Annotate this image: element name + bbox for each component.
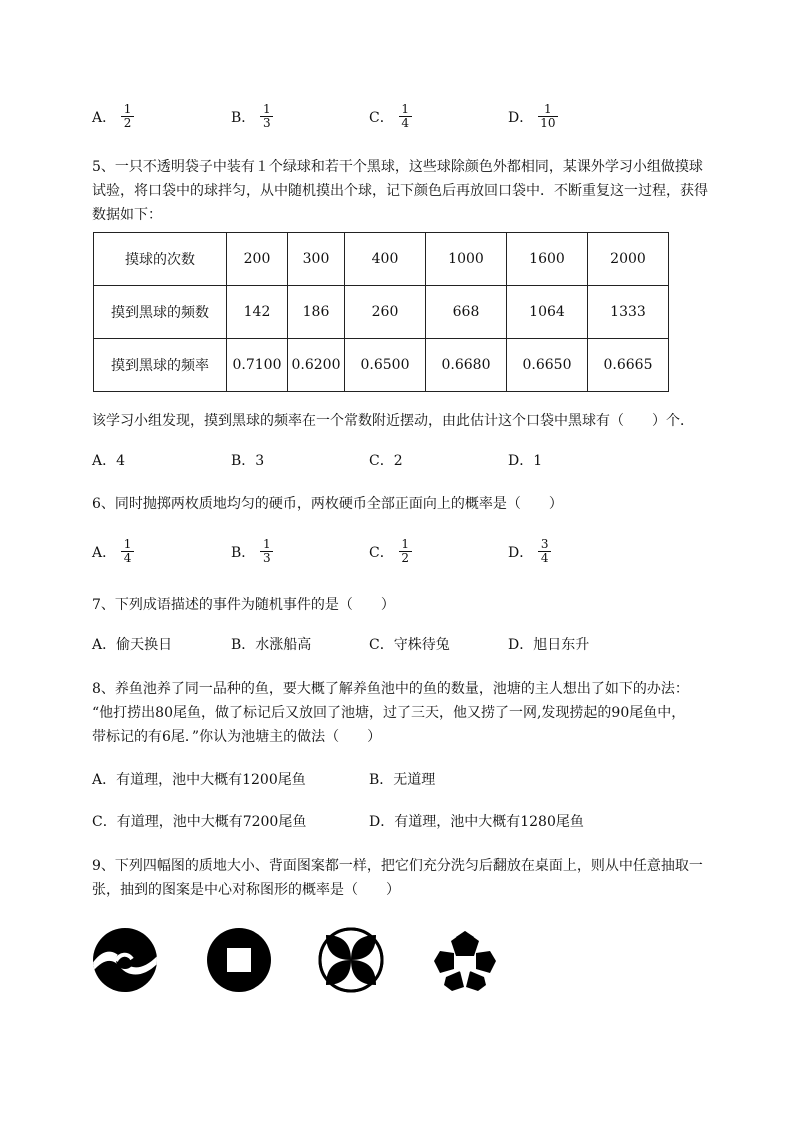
q6-option-d: D． $\frac{3}{4}$ xyxy=(508,538,550,565)
q8-option-a: A．有道理，池中大概有1200尾鱼 xyxy=(92,772,306,788)
table-row: 摸球的次数 200 300 400 1000 1600 2000 xyxy=(94,233,669,286)
q5-option-a: A．4 xyxy=(92,453,126,469)
fraction: $\frac{1}{3}$ xyxy=(261,103,272,130)
q6-stem: 6、同时抛掷两枚质地均匀的硬币，两枚硬币全部正面向上的概率是（ ） xyxy=(92,496,563,512)
q5-option-d: D．1 xyxy=(508,453,543,469)
fraction: $\frac{1}{3}$ xyxy=(261,538,272,565)
q7-stem: 7、下列成语描述的事件为随机事件的是（ ） xyxy=(92,597,395,613)
pentagon-pattern-icon xyxy=(432,927,498,993)
q7-option-b: B．水涨船高 xyxy=(231,637,312,653)
q6-option-a: A． $\frac{1}{4}$ xyxy=(92,538,133,565)
q6-option-c: C． $\frac{1}{2}$ xyxy=(369,538,411,565)
q5-option-c: C．2 xyxy=(369,453,403,469)
q8-option-d: D．有道理，池中大概有1280尾鱼 xyxy=(369,814,584,830)
q8-stem: 8、养鱼池养了同一品种的鱼，要大概了解养鱼池中的鱼的数量，池塘的主人想出了如下的办法： “他打捞出80尾鱼，做了标记后又放回了池塘，过了三天，他又捞了一网,发现捞起的90尾鱼中， 带标记的有6尾．”你认为池塘主的做法（ ） xyxy=(92,681,689,745)
q4-option-b: B． $\frac{1}{3}$ xyxy=(231,103,272,130)
table-row: 摸到黑球的频数 142 186 260 668 1064 1333 xyxy=(94,286,669,339)
wave-circle-icon xyxy=(92,927,158,993)
fraction: $\frac{3}{4}$ xyxy=(539,538,550,565)
q4-option-c: C． $\frac{1}{4}$ xyxy=(369,103,411,130)
fraction: $\frac{1}{10}$ xyxy=(540,102,556,130)
square-hole-coin-icon xyxy=(206,927,272,993)
fraction: $\frac{1}{4}$ xyxy=(122,538,133,565)
q7-option-a: A．偷天换日 xyxy=(92,637,173,653)
fraction: $\frac{1}{2}$ xyxy=(122,103,133,130)
table-row: 摸到黑球的频率 0.7100 0.6200 0.6500 0.6680 0.6650 0.6665 xyxy=(94,339,669,392)
q5-after-text: 该学习小组发现，摸到黑球的频率在一个常数附近摆动，由此估计这个口袋中黑球有（ ）个． xyxy=(92,413,694,429)
q4-option-a: A． $\frac{1}{2}$ xyxy=(92,103,133,130)
q5-option-b: B．3 xyxy=(231,453,265,469)
four-petal-circle-icon xyxy=(318,927,384,993)
q7-option-c: C．守株待兔 xyxy=(369,637,450,653)
q7-option-d: D．旭日东升 xyxy=(508,637,590,653)
q9-stem: 9、下列四幅图的质地大小、背面图案都一样，把它们充分洗匀后翻放在桌面上，则从中任意抽取一 张，抽到的图案是中心对称图形的概率是（ ） xyxy=(92,858,703,898)
q5-data-table xyxy=(93,232,669,392)
q8-option-c: C．有道理，池中大概有7200尾鱼 xyxy=(92,814,307,830)
q5-stem: 5、一只不透明袋子中装有１个绿球和若干个黑球，这些球除颜色外都相同，某课外学习小组做摸球 试验，将口袋中的球拌匀，从中随机摸出个球，记下颜色后再放回口袋中．不断重复这一过程，获得 数据如下： xyxy=(92,159,708,223)
q4-option-d: D． $\frac{1}{10}$ xyxy=(508,102,556,130)
q6-option-b: B． $\frac{1}{3}$ xyxy=(231,538,272,565)
fraction: $\frac{1}{4}$ xyxy=(400,103,411,130)
q8-option-b: B．无道理 xyxy=(369,772,436,788)
fraction: $\frac{1}{2}$ xyxy=(400,538,411,565)
